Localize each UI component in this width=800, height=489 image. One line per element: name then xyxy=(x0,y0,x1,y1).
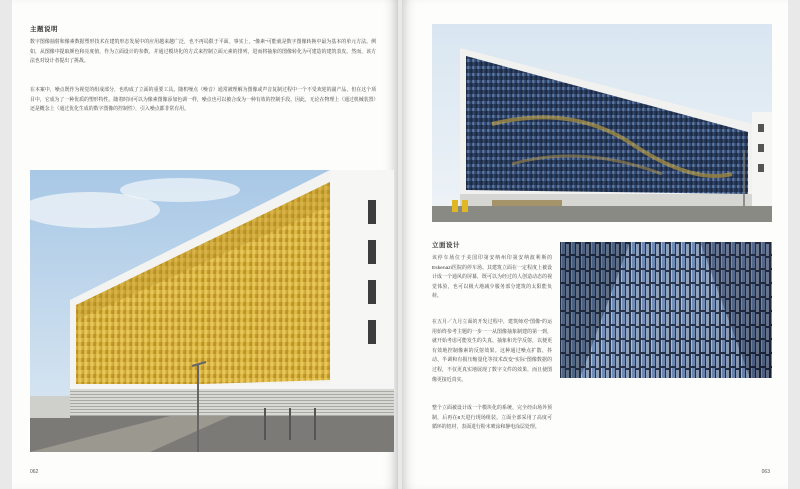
facade-design-heading: 立面设计 xyxy=(432,242,460,249)
theme-paragraph-1: 数字图像抽射和像素数据塑形技术在建筑形态发展中的应用越来越广泛，也不再局限于平面。事实上，“像素”可能就是数字图像转换中最为基本的单元方法。例如，从图像中提取颜色和亮度值，作为立面设计的参数，并通过模块化的方式来控制立面元素的排列，进而将抽象的图像转化为可建造的建筑表皮。然而，该方法也对设计者提出了挑战。 xyxy=(30,40,376,65)
yellow-facade-photo xyxy=(30,170,394,452)
theme-paragraph-2: 在本案中，噪点既作为视觉的组成部分，也构成了立面的重要工具。随机噪点（噪音）通常被理解为图像或声音复制过程中一个不受欢迎的副产品，但在这个项目中，它成为了一种优质的塑形特性。随着时间可以为像素图像添加色调一样，噪点也可以被合成为一种有效的控制手段。因此，无论在物理上（通过机械装置）还是概念上（通过优化生成的数字图像的控制性），引入噪点都非常有用。 xyxy=(30,88,376,113)
facade-paragraph-1: 该停车场位于美国印第安纳州印第安纳波利斯的Eskenazi医院的停车场。其建筑立面在一定程度上被设计成一个通风的屏幕，既可以为经过的人创造动态的视觉体验，也可以极大地减少服务部分建筑的太阳能负荷。 xyxy=(432,256,552,300)
facade-paragraph-2: 在五月／九月立面的开发过程中，建筑师对“图像”的运用始终参考主题的一步一一从图像抽象制建的第一到，就开始考虑可能发生的失真、抽象和光学反射，以便更有效地控制像素的反射效果。这种通过噪点扩散、抖动、半调和有损压缩量化等技术改变“实际”图像数据的过程，不仅更真实地展现了数字文件的效果，而且使图像更接近真实。 xyxy=(432,320,552,383)
blue-facade-photo xyxy=(432,24,772,222)
facade-paragraph-3: 整个立面被设计成一个模块化的系统，完全经由场外预制，后再在8天进行现场组装。立面全部采用了高度可循环的铝材，表面进行粉末喷涂和静电涂层处理。 xyxy=(432,406,552,431)
left-page xyxy=(12,0,398,489)
right-page xyxy=(402,0,788,489)
right-page-number: 063 xyxy=(761,469,770,475)
book-spread xyxy=(12,0,788,489)
theme-heading: 主题说明 xyxy=(30,26,58,33)
left-page-number: 062 xyxy=(30,469,39,475)
facade-detail-photo xyxy=(560,242,772,378)
